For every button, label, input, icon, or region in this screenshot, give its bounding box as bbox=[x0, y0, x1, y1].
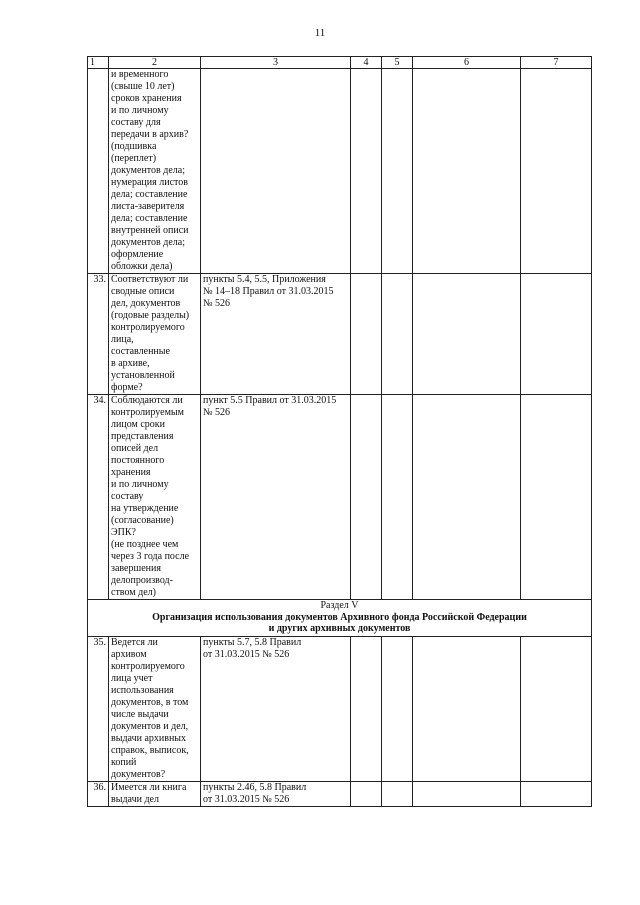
answer-cell bbox=[351, 274, 382, 395]
table-row bbox=[88, 395, 592, 600]
answer-cell bbox=[351, 781, 382, 806]
cell-line: Ведется ли bbox=[111, 636, 158, 648]
cell-line: представления bbox=[111, 431, 174, 442]
item-number: 36. bbox=[88, 781, 109, 806]
cell-line: делопроизвод- bbox=[111, 575, 173, 586]
cell-line: лица учет bbox=[111, 672, 153, 684]
cell-line: дела; составление bbox=[111, 213, 188, 224]
answer-cell bbox=[521, 69, 592, 274]
answer-cell bbox=[351, 636, 382, 781]
cell-line: № 14–18 Правил от 31.03.2015 bbox=[203, 286, 334, 297]
answer-cell bbox=[413, 274, 521, 395]
cell-line: сроков хранения bbox=[111, 93, 182, 104]
cell-line: обложки дела) bbox=[111, 261, 173, 272]
answer-cell bbox=[413, 69, 521, 274]
answer-cell bbox=[521, 395, 592, 600]
cell-line: Соответствуют ли bbox=[111, 274, 189, 285]
cell-line: листа-заверителя bbox=[111, 201, 185, 212]
cell-line: выдачи архивных bbox=[111, 732, 187, 744]
reference-cell bbox=[201, 636, 351, 781]
cell-line: (не позднее чем bbox=[111, 539, 179, 550]
section-header bbox=[88, 600, 592, 637]
column-header: 2 bbox=[109, 57, 201, 69]
cell-line: пункт 5.5 Правил от 31.03.2015 bbox=[203, 395, 337, 406]
checklist-table bbox=[87, 56, 592, 807]
question-cell bbox=[109, 395, 201, 600]
answer-cell bbox=[351, 69, 382, 274]
cell-line: копий bbox=[111, 756, 137, 768]
column-header: 7 bbox=[521, 57, 592, 69]
reference-cell bbox=[201, 395, 351, 600]
cell-line: (подшивка bbox=[111, 141, 157, 152]
column-header: 4 bbox=[351, 57, 382, 69]
cell-line: форме? bbox=[111, 382, 143, 393]
answer-cell bbox=[382, 781, 413, 806]
cell-line: Соблюдаются ли bbox=[111, 395, 183, 406]
cell-line: документов дела; bbox=[111, 237, 185, 248]
cell-line: и по личному bbox=[111, 105, 169, 116]
cell-line: оформление bbox=[111, 249, 164, 260]
item-number bbox=[88, 69, 109, 274]
section-title: и других архивных документов bbox=[268, 623, 411, 634]
answer-cell bbox=[413, 395, 521, 600]
answer-cell bbox=[521, 781, 592, 806]
section-title: Организация использования документов Архивного фонда Российской Федерации bbox=[152, 611, 527, 623]
cell-line: (переплет) bbox=[111, 153, 157, 164]
cell-line: внутренней описи bbox=[111, 225, 189, 236]
cell-line: и временного bbox=[111, 69, 169, 80]
table-row bbox=[88, 636, 592, 781]
cell-line: числе выдачи bbox=[111, 708, 169, 720]
reference-cell bbox=[201, 781, 351, 806]
cell-line: составу bbox=[111, 491, 144, 502]
cell-line: ЭПК? bbox=[111, 527, 136, 538]
table-row bbox=[88, 274, 592, 395]
table-row bbox=[88, 69, 592, 274]
question-cell bbox=[109, 69, 201, 274]
cell-line: № 526 bbox=[203, 298, 231, 309]
question-cell bbox=[109, 274, 201, 395]
cell-line: лицом сроки bbox=[111, 419, 165, 430]
cell-line: пункты 2.46, 5.8 Правил bbox=[203, 781, 307, 793]
column-header-row bbox=[88, 57, 592, 69]
answer-cell bbox=[413, 636, 521, 781]
cell-line: сводные описи bbox=[111, 286, 175, 297]
column-header: 1 bbox=[88, 57, 109, 69]
reference-cell bbox=[201, 69, 351, 274]
cell-line: контролируемого bbox=[111, 660, 185, 672]
answer-cell bbox=[521, 636, 592, 781]
cell-line: завершения bbox=[111, 563, 161, 574]
cell-line: контролируемым bbox=[111, 407, 184, 418]
cell-line: (свыше 10 лет) bbox=[111, 81, 175, 92]
cell-line: документов дела; bbox=[111, 165, 185, 176]
page-number: 11 bbox=[314, 27, 326, 39]
answer-cell bbox=[382, 274, 413, 395]
reference-cell bbox=[201, 274, 351, 395]
cell-line: документов, в том bbox=[111, 696, 189, 708]
item-number: 33. bbox=[88, 274, 109, 395]
column-header: 6 bbox=[413, 57, 521, 69]
cell-line: нумерация листов bbox=[111, 177, 188, 188]
cell-line: передачи в архив? bbox=[111, 129, 189, 140]
cell-line: ством дел) bbox=[111, 587, 156, 598]
table-row bbox=[88, 781, 592, 806]
cell-line: пункты 5.4, 5.5, Приложения bbox=[203, 274, 326, 285]
section-label: Раздел V bbox=[320, 600, 359, 611]
cell-line: от 31.03.2015 № 526 bbox=[203, 648, 290, 660]
question-cell bbox=[109, 636, 201, 781]
cell-line: (годовые разделы) bbox=[111, 310, 190, 321]
cell-line: дел, документов bbox=[111, 298, 181, 309]
section-header-row bbox=[88, 600, 592, 637]
cell-line: документов и дел, bbox=[111, 720, 189, 732]
answer-cell bbox=[521, 274, 592, 395]
answer-cell bbox=[382, 69, 413, 274]
cell-line: в архиве, bbox=[111, 358, 150, 369]
answer-cell bbox=[382, 395, 413, 600]
cell-line: (согласование) bbox=[111, 515, 174, 526]
cell-line: лица, bbox=[111, 334, 134, 345]
item-number: 34. bbox=[88, 395, 109, 600]
cell-line: пункты 5.7, 5.8 Правил bbox=[203, 636, 302, 648]
column-header: 5 bbox=[382, 57, 413, 69]
answer-cell bbox=[351, 395, 382, 600]
cell-line: дела; составление bbox=[111, 189, 188, 200]
cell-line: установленной bbox=[111, 370, 175, 381]
cell-line: составу для bbox=[111, 117, 161, 128]
cell-line: постоянного bbox=[111, 455, 165, 466]
cell-line: на утверждение bbox=[111, 503, 179, 514]
cell-line: архивом bbox=[111, 648, 147, 660]
cell-line: Имеется ли книга bbox=[111, 781, 187, 793]
cell-line: справок, выписок, bbox=[111, 744, 189, 756]
cell-line: хранения bbox=[111, 467, 151, 478]
cell-line: использования bbox=[111, 684, 174, 696]
cell-line: выдачи дел bbox=[111, 793, 159, 805]
question-cell bbox=[109, 781, 201, 806]
cell-line: описей дел bbox=[111, 443, 159, 454]
cell-line: № 526 bbox=[203, 407, 231, 418]
cell-line: от 31.03.2015 № 526 bbox=[203, 793, 290, 805]
cell-line: через 3 года после bbox=[111, 551, 190, 562]
cell-line: составленные bbox=[111, 346, 170, 357]
column-header: 3 bbox=[201, 57, 351, 69]
answer-cell bbox=[382, 636, 413, 781]
cell-line: контролируемого bbox=[111, 322, 185, 333]
cell-line: документов? bbox=[111, 768, 166, 780]
answer-cell bbox=[413, 781, 521, 806]
item-number: 35. bbox=[88, 636, 109, 781]
cell-line: и по личному bbox=[111, 479, 169, 490]
